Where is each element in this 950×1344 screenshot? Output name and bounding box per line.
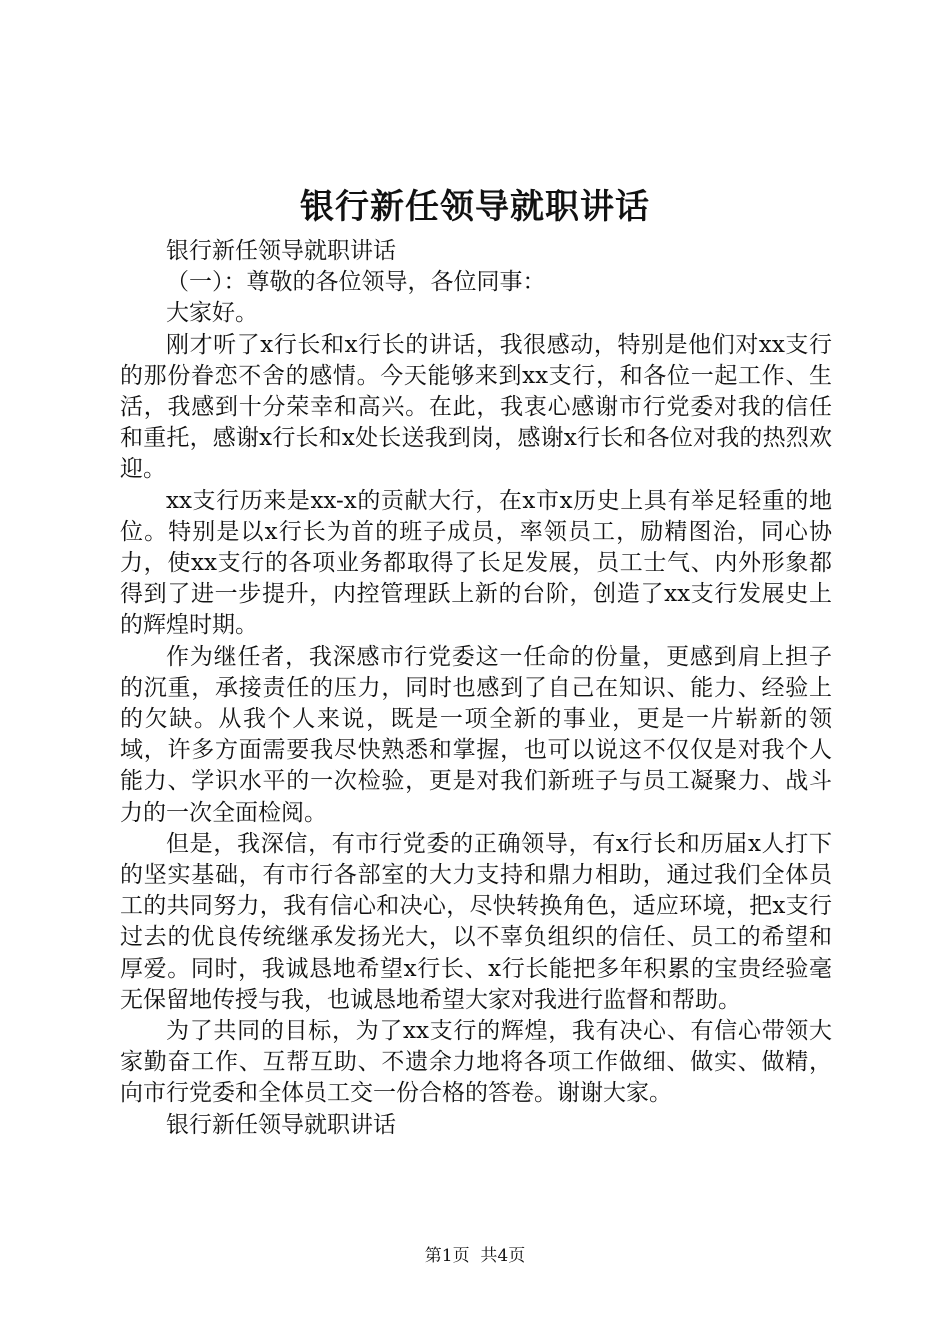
paragraph-heading-repeat: 银行新任领导就职讲话 <box>166 238 396 264</box>
page-number-label: 第1页 共4页 <box>424 1246 526 1266</box>
paragraph-thanks: 刚才听了x行长和x行长的讲话，我很感动，特别是他们对xx支行的那份眷恋不舍的感情。今天能够来到xx支行，和各位一起工作、生活，我感到十分荣幸和高兴。在此，我衷心感谢市行党委对我的信任和重托，感谢x行长和x处长送我到岗，感谢x行长和各位对我的热烈欢迎。 <box>120 331 832 483</box>
page-footer <box>0 1244 950 1268</box>
paragraph-branch-history: xx支行历来是xx-x的贡献大行，在x市x历史上具有举足轻重的地位。特别是以x行长为首的班子成员，率领员工，励精图治，同心协力，使xx支行的各项业务都取得了长足发展，员工士气、内外形象都得到了进一步提升，内控管理跃上新的台阶，创造了xx支行发展史上的辉煌时期。 <box>120 487 832 639</box>
paragraph-greeting: 大家好。 <box>166 300 258 327</box>
document-title: 银行新任领导就职讲话 <box>300 187 650 227</box>
paragraph-closing: 为了共同的目标，为了xx支行的辉煌，我有决心、有信心带领大家勤奋工作、互帮互助、不遗余力地将各项工作做细、做实、做精，向市行党委和全体员工交一份合格的答卷。谢谢大家。 <box>120 1018 832 1107</box>
paragraph-salutation: （一）：尊敬的各位领导，各位同事： <box>166 269 546 296</box>
paragraph-next-section-title: 银行新任领导就职讲话 <box>166 1111 396 1138</box>
paragraph-confidence: 但是，我深信，有市行党委的正确领导，有x行长和历届x人打下的坚实基础，有市行各部室的大力支持和鼎力相助，通过我们全体员工的共同努力，我有信心和决心，尽快转换角色，适应环境，把x支行过去的优良传统继承发扬光大，以不辜负组织的信任、员工的希望和厚爱。同时，我诚恳地希望x行长、x行长能把多年积累的宝贵经验毫无保留地传授与我，也诚恳地希望大家对我进行监督和帮助。 <box>120 830 832 1013</box>
paragraph-responsibility: 作为继任者，我深感市行党委这一任命的份量，更感到肩上担子的沉重，承接责任的压力，同时也感到了自己在知识、能力、经验上的欠缺。从我个人来说，既是一项全新的事业，更是一片崭新的领域，许多方面需要我尽快熟悉和掌握，也可以说这不仅仅是对我个人能力、学识水平的一次检验，更是对我们新班子与员工凝聚力、战斗力的一次全面检阅。 <box>120 643 832 826</box>
document-body <box>120 236 832 1141</box>
